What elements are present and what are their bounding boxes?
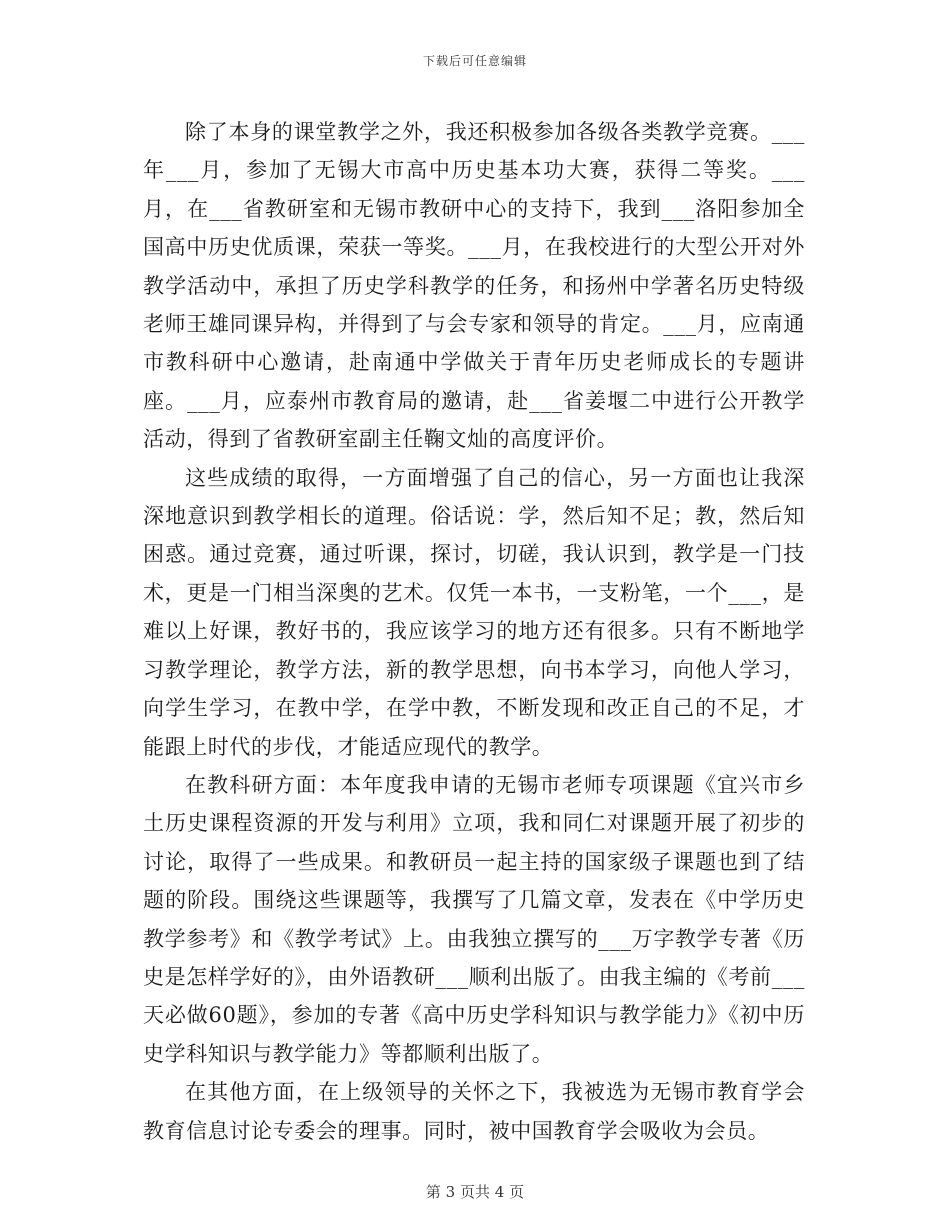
paragraph-other: 在其他方面，在上级领导的关怀之下，我被选为无锡市教育学会教育信息讨论专委会的理事。同时，被中国教育学会吸收为会员。 [143,1080,805,1143]
paragraph-competitions: 除了本身的课堂教学之外，我还积极参加各级各类教学竞赛。___年___月，参加了无锡大市高中历史基本功大赛，获得二等奖。___月，在___省教研室和无锡市教研中心的支持下，我到___洛阳参加全国高中历史优质课，荣获一等奖。___月，在我校进行的大型公开对外教学活动中，承担了历史学科教学的任务，和扬州中学著名历史特级老师王雄同课异构，并得到了与会专家和领导的肯定。___月，应南通市教科研中心邀请，赴南通中学做关于青年历史老师成长的专题讲座。___月，应泰州市教育局的邀请，赴___省姜堰二中进行公开教学活动，得到了省教研室副主任鞠文灿的高度评价。 [143,120,805,452]
page-header: 下载后可任意编辑 [422,54,527,68]
paragraph-research: 在教科研方面：本年度我申请的无锡市老师专项课题《宜兴市乡土历史课程资源的开发与利用》立项，我和同仁对课题开展了初步的讨论，取得了一些成果。和教研员一起主持的国家级子课题也到了结题的阶段。围绕这些课题等，我撰写了几篇文章，发表在《中学历史教学参考》和《教学考试》上。由我独立撰写的___万字教学专著《历史是怎样学好的》，由外语教研___顺利出版了。由我主编的《考前___天必做60题》，参加的专著《高中历史学科知识与教学能力》《初中历史学科知识与教学能力》等都顺利出版了。 [143,772,805,1066]
document-body [143,113,805,1150]
paragraph-reflection: 这些成绩的取得，一方面增强了自己的信心，另一方面也让我深深地意识到教学相长的道理。俗话说：学，然后知不足；教，然后知困惑。通过竞赛，通过听课，探讨，切磋，我认识到，教学是一门技术，更是一门相当深奥的艺术。仅凭一本书，一支粉笔，一个___，是难以上好课，教好书的，我应该学习的地方还有很多。只有不断地学习教学理论，教学方法，新的教学思想，向书本学习，向他人学习，向学生学习，在教中学，在学中教，不断发现和改正自己的不足，才能跟上时代的步伐，才能适应现代的教学。 [143,465,805,759]
page-number: 第 3 页共 4 页 [425,1183,525,1201]
